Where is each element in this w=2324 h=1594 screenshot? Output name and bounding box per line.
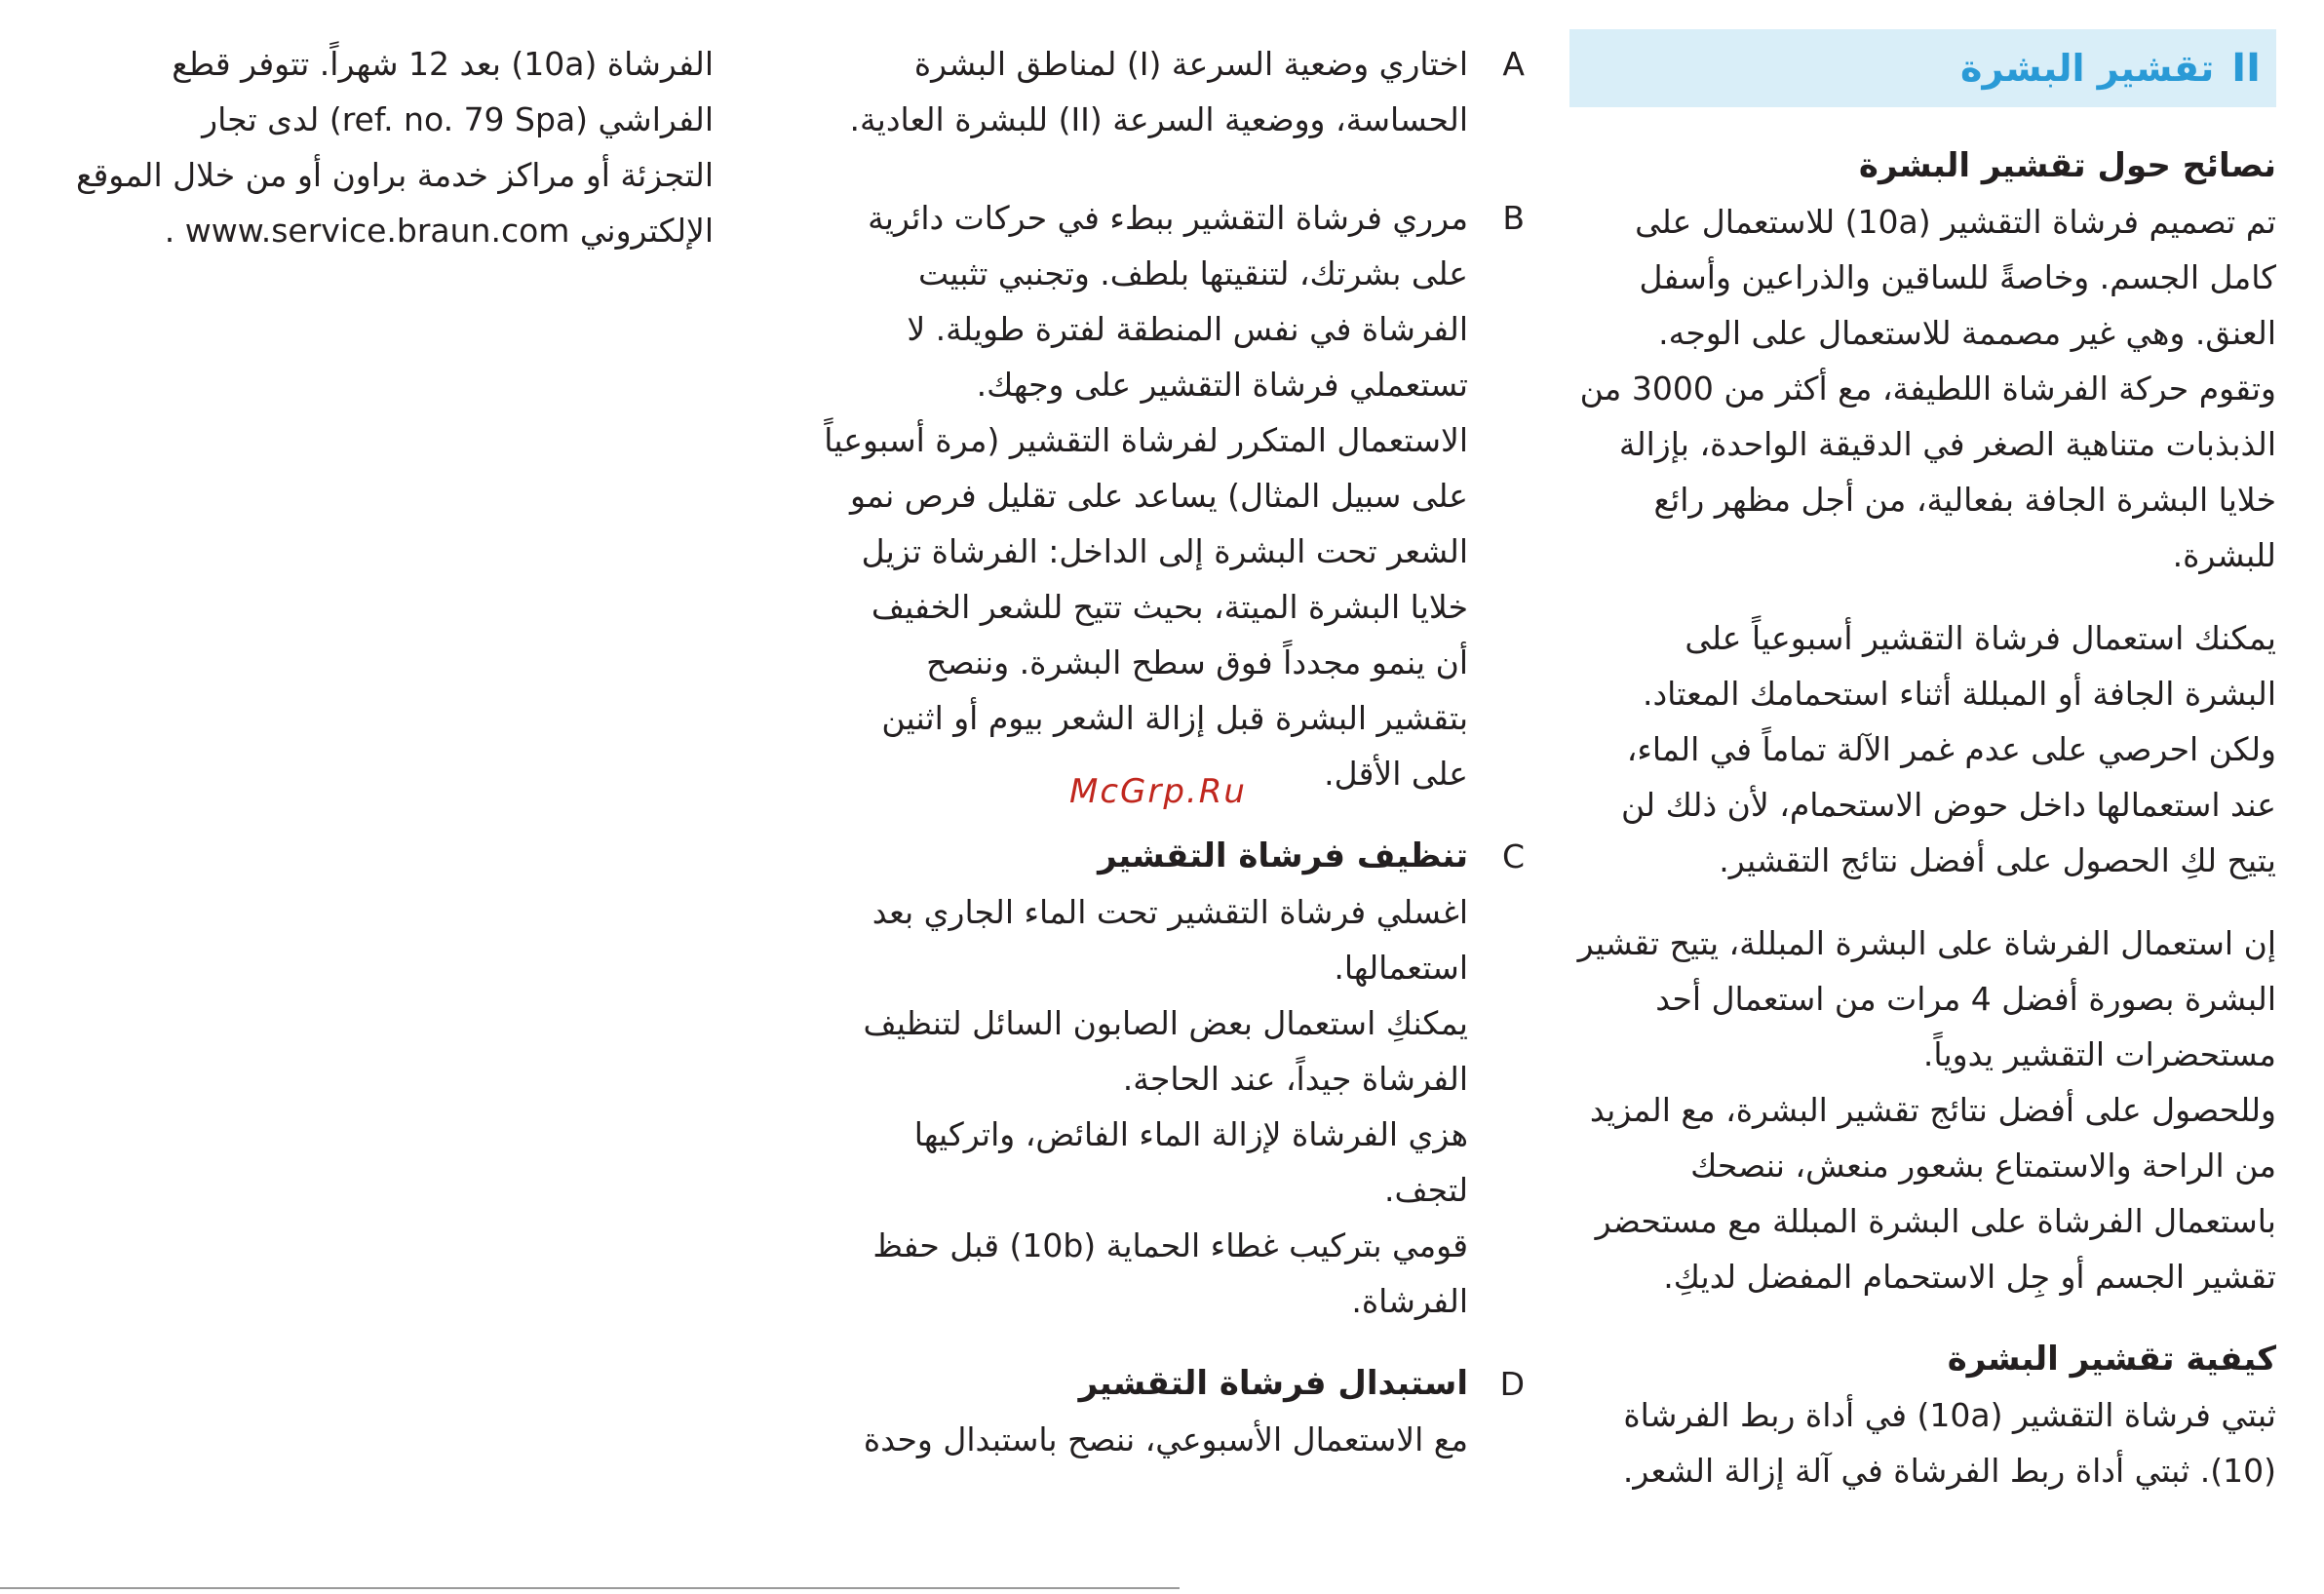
- middle-column: [805, 36, 1525, 1467]
- step-c-heading: تنظيف فرشاة التقشير: [1098, 836, 1468, 875]
- text-line: الشعر تحت البشرة إلى الداخل: الفرشاة تزيل: [861, 532, 1468, 570]
- text-line: هزي الفرشاة لإزالة الماء الفائض، واتركيها: [913, 1115, 1468, 1153]
- step-letter: C: [1501, 837, 1525, 875]
- text-line: استعمالها.: [1334, 949, 1468, 987]
- tips-paragraph-1: [1569, 194, 2276, 583]
- howto-paragraph: [1569, 1387, 2276, 1498]
- text-line: تستعملي فرشاة التقشير على وجهك.: [976, 366, 1468, 404]
- watermark: McGrp.Ru: [1069, 772, 1247, 811]
- text-line: الحساسة، ووضعية السرعة (II) للبشرة العادية.: [849, 100, 1468, 138]
- step-letter: A: [1502, 45, 1525, 83]
- text-line: الفرشاة (10a) بعد 12 شهراً. تتوفر قطع: [172, 45, 714, 83]
- text-line: من الراحة والاستمتاع بشعور منعش، ننصحك: [1690, 1147, 2276, 1185]
- text-line: تقشير الجسم أو جِل الاستحمام المفضل لديكِ.: [1663, 1258, 2276, 1296]
- step-d-heading: استبدال فرشاة التقشير: [1078, 1364, 1468, 1403]
- text-line: الفرشاة جيداً، عند الحاجة.: [1122, 1060, 1468, 1098]
- howto-heading: كيفية تقشير البشرة: [1947, 1340, 2276, 1379]
- text-line: ثبتي فرشاة التقشير (10a) في أداة ربط الفرشاة: [1623, 1396, 2276, 1434]
- tips-paragraph-3: [1569, 915, 2276, 1304]
- section-number: II: [2231, 46, 2261, 91]
- text-line: على سبيل المثال) يساعد على تقليل فرص نمو: [849, 477, 1468, 515]
- text-line: الذبذبات متناهية الصغر في الدقيقة الواحدة، بإزالة: [1618, 425, 2276, 463]
- step-letter: B: [1502, 199, 1525, 237]
- step-d: [805, 1356, 1525, 1467]
- right-column: [1569, 138, 2276, 1498]
- left-column: [60, 36, 714, 258]
- text-line: كامل الجسم. وخاصةً للساقين والذراعين وأسفل: [1639, 258, 2276, 296]
- text-line: العنق. وهي غير مصممة للاستعمال على الوجه.: [1658, 314, 2276, 352]
- text-line: أن ينمو مجدداً فوق سطح البشرة. وننصح: [926, 643, 1468, 681]
- text-line: بتقشير البشرة قبل إزالة الشعر بيوم أو اثنين: [881, 699, 1468, 737]
- text-line: يمكنكِ استعمال بعض الصابون السائل لتنظيف: [863, 1004, 1468, 1042]
- step-b: [805, 190, 1525, 801]
- text-line: اختاري وضعية السرعة (I) لمناطق البشرة: [913, 45, 1468, 83]
- text-line: يتيح لكِ الحصول على أفضل نتائج التقشير.: [1719, 841, 2276, 879]
- text-line: على بشرتك، لتنقيتها بلطف. وتجنبي تثبيت: [917, 254, 1468, 292]
- section-title: تقشير البشرة: [1960, 47, 2215, 90]
- text-line: الإلكتروني www.service.braun.com .: [164, 212, 714, 250]
- tips-paragraph-2: [1569, 610, 2276, 888]
- text-line: للبشرة.: [2172, 536, 2276, 574]
- text-line: خلايا البشرة الجافة بفعالية، من أجل مظهر رائع: [1653, 481, 2276, 519]
- text-line: التجزئة أو مراكز خدمة براون أو من خلال الموقع: [75, 156, 714, 194]
- text-line: (10). ثبتي أداة ربط الفرشاة في آلة إزالة الشعر.: [1622, 1452, 2276, 1490]
- text-line: تم تصميم فرشاة التقشير (10a) للاستعمال على: [1635, 203, 2276, 241]
- text-line: اغسلي فرشاة التقشير تحت الماء الجاري بعد: [872, 893, 1468, 931]
- text-line: الاستعمال المتكرر لفرشاة التقشير (مرة أسبوعياً: [824, 421, 1468, 459]
- text-line: مستحضرات التقشير يدوياً.: [1922, 1035, 2276, 1073]
- text-line: البشرة بصورة أفضل 4 مرات من استعمال أحد: [1655, 980, 2276, 1018]
- text-line: على الأقل.: [1324, 755, 1468, 793]
- text-line: وتقوم حركة الفرشاة اللطيفة، مع أكثر من 3000 من: [1579, 369, 2276, 408]
- text-line: قومي بتركيب غطاء الحماية (10b) قبل حفظ: [872, 1226, 1468, 1264]
- text-line: مرري فرشاة التقشير ببطء في حركات دائرية: [868, 199, 1468, 237]
- text-line: البشرة الجافة أو المبللة أثناء استحمامك المعتاد.: [1642, 675, 2276, 713]
- text-line: الفرشاة في نفس المنطقة لفترة طويلة. لا: [907, 310, 1468, 348]
- text-line: وللحصول على أفضل نتائج تقشير البشرة، مع المزيد: [1589, 1091, 2276, 1129]
- step-c: [805, 829, 1525, 1329]
- step-letter: D: [1499, 1365, 1525, 1403]
- step-a: [805, 36, 1525, 147]
- text-line: إن استعمال الفرشاة على البشرة المبللة، يتيح تقشير: [1577, 924, 2276, 962]
- text-line: مع الاستعمال الأسبوعي، ننصح باستبدال وحدة: [863, 1420, 1468, 1458]
- text-line: الفراشي (ref. no. 79 Spa) لدى تجار: [202, 100, 714, 138]
- tips-heading: نصائح حول تقشير البشرة: [1858, 146, 2276, 185]
- text-line: الفرشاة.: [1351, 1282, 1468, 1320]
- text-line: لتجف.: [1384, 1171, 1468, 1209]
- text-line: ولكن احرصي على عدم غمر الآلة تماماً في الماء،: [1626, 730, 2276, 768]
- text-line: عند استعمالها داخل حوض الاستحمام، لأن ذلك لن: [1620, 786, 2276, 824]
- text-line: يمكنك استعمال فرشاة التقشير أسبوعياً على: [1685, 619, 2276, 657]
- text-line: خلايا البشرة الميتة، بحيث تتيح للشعر الخفيف: [871, 588, 1468, 626]
- section-header: [1569, 29, 2276, 107]
- text-line: باستعمال الفرشاة على البشرة المبللة مع مستحضر: [1595, 1202, 2276, 1240]
- bottom-divider: [0, 1587, 1180, 1589]
